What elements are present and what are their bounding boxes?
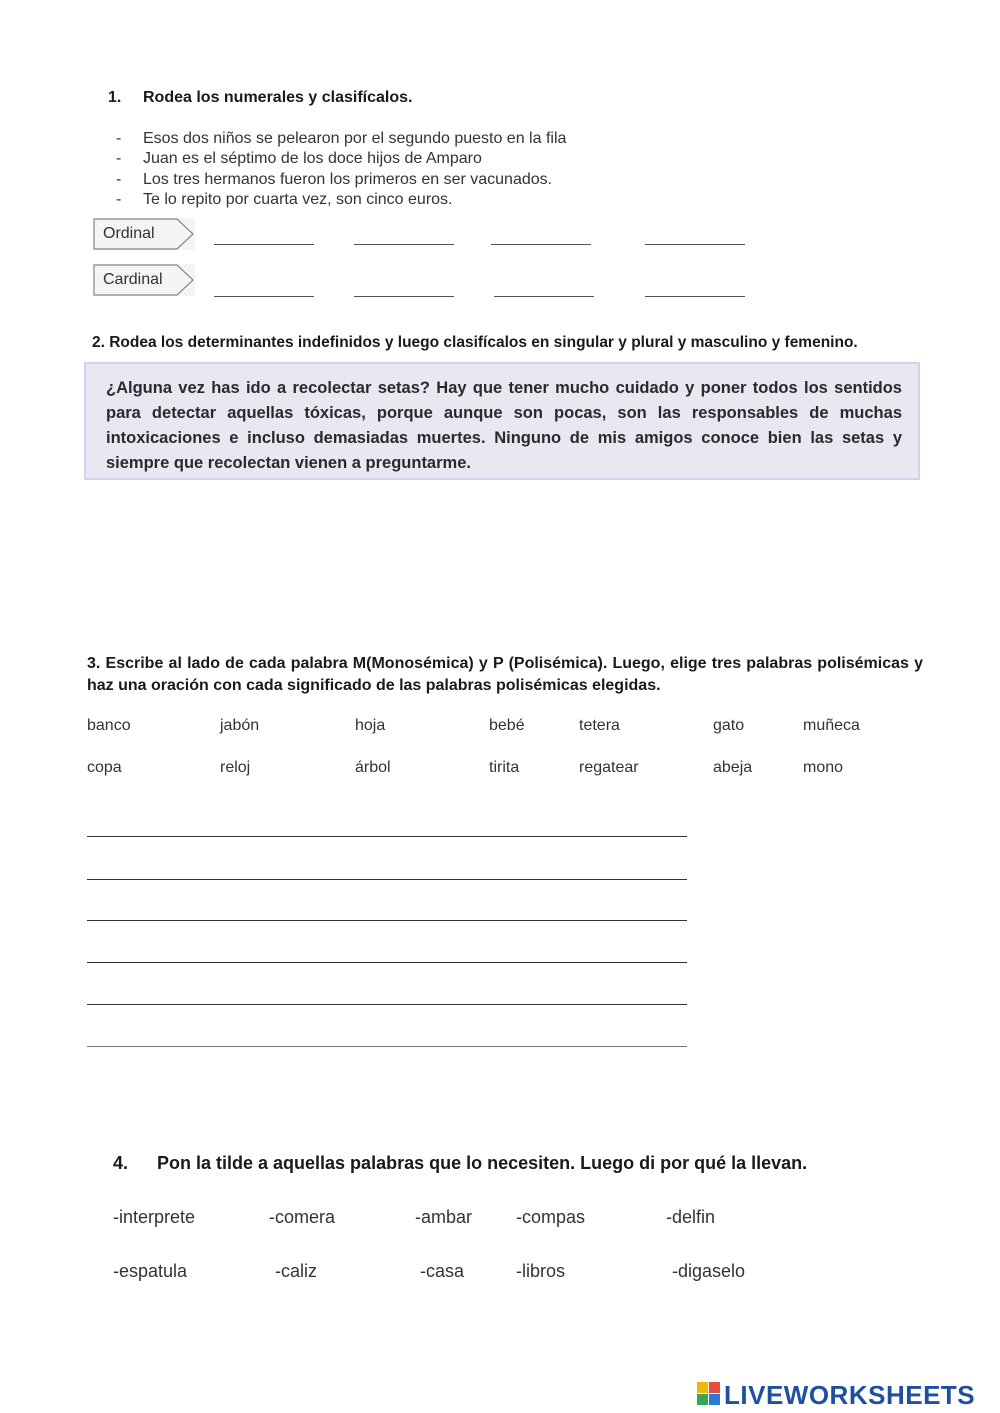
list-item: Esos dos niños se pelearon por el segundo puesto en la fila xyxy=(143,130,567,147)
word-item[interactable]: -interprete xyxy=(113,1207,196,1227)
q2-text-box xyxy=(84,362,920,480)
logo-text: LIVEWORKSHEETS xyxy=(724,1380,976,1410)
word-item[interactable]: gato xyxy=(713,717,745,734)
answer-line-6[interactable] xyxy=(87,1046,687,1047)
cardinal-tag xyxy=(93,264,195,296)
cardinal-blank-1[interactable] xyxy=(214,296,314,297)
cardinal-blank-4[interactable] xyxy=(645,296,745,297)
ordinal-blank-4[interactable] xyxy=(645,244,745,245)
list-dash: - xyxy=(116,150,122,167)
word-item[interactable]: -digaselo xyxy=(672,1261,746,1281)
word-item[interactable]: -comera xyxy=(269,1207,336,1227)
word-item[interactable]: muñeca xyxy=(803,717,860,734)
cardinal-label: Cardinal xyxy=(103,271,163,288)
word-item[interactable]: copa xyxy=(87,759,122,776)
q1-title: Rodea los numerales y clasifícalos. xyxy=(143,89,413,106)
list-dash: - xyxy=(116,191,122,208)
cardinal-blank-2[interactable] xyxy=(354,296,454,297)
ordinal-blank-1[interactable] xyxy=(214,244,314,245)
list-item: Te lo repito por cuarta vez, son cinco euros. xyxy=(143,191,453,208)
word-item[interactable]: -espatula xyxy=(113,1261,188,1281)
word-item[interactable]: regatear xyxy=(579,759,639,776)
word-item[interactable]: árbol xyxy=(355,759,391,776)
logo-squares-icon xyxy=(697,1382,721,1406)
word-item[interactable]: -casa xyxy=(420,1261,465,1281)
word-item[interactable]: -delfin xyxy=(666,1207,716,1227)
word-item[interactable]: -ambar xyxy=(415,1207,473,1227)
list-dash: - xyxy=(116,130,122,147)
q2-paragraph: ¿Alguna vez has ido a recolectar setas? Hay que tener mucho cuidado y poner todos los sentidos para detectar aquellas tóxicas, porque aunque son pocas, son las responsables de muchas intoxicaciones e incluso demasiadas muertes. Ninguno de mis amigos conoce bien las setas y siempre que recolectan vienen a preguntarme. xyxy=(106,379,902,472)
word-item[interactable]: -caliz xyxy=(275,1261,318,1281)
q4-number: 4. xyxy=(113,1153,129,1173)
answer-line-4[interactable] xyxy=(87,962,687,963)
word-item[interactable]: tetera xyxy=(579,717,620,734)
answer-line-5[interactable] xyxy=(87,1004,687,1005)
word-item[interactable]: -compas xyxy=(516,1207,586,1227)
answer-line-2[interactable] xyxy=(87,879,687,880)
word-item[interactable]: hoja xyxy=(355,717,386,734)
q4-title: Pon la tilde a aquellas palabras que lo necesiten. Luego di por qué la llevan. xyxy=(157,1153,808,1173)
word-item[interactable]: abeja xyxy=(713,759,753,776)
cardinal-blank-3[interactable] xyxy=(494,296,594,297)
list-dash: - xyxy=(116,171,122,188)
answer-line-3[interactable] xyxy=(87,920,687,921)
list-item: Los tres hermanos fueron los primeros en ser vacunados. xyxy=(143,171,553,188)
answer-line-1[interactable] xyxy=(87,836,687,837)
word-item[interactable]: reloj xyxy=(220,759,251,776)
list-item: Juan es el séptimo de los doce hijos de Amparo xyxy=(143,150,482,167)
q2-title: 2. Rodea los determinantes indefinidos y luego clasifícalos en singular y plural y masculino y femenino. xyxy=(92,334,858,351)
word-item[interactable]: mono xyxy=(803,759,844,776)
word-item[interactable]: jabón xyxy=(220,717,260,734)
ordinal-blank-3[interactable] xyxy=(491,244,591,245)
q3-title: 3. Escribe al lado de cada palabra M(Monosémica) y P (Polisémica). Luego, elige tres palabras polisémicas y haz una oración con cada significado de las palabras polisémicas elegidas. xyxy=(87,655,923,694)
ordinal-blank-2[interactable] xyxy=(354,244,454,245)
word-item[interactable]: bebé xyxy=(489,717,525,734)
q1-number: 1. xyxy=(108,89,122,106)
ordinal-label: Ordinal xyxy=(103,225,155,242)
word-item[interactable]: banco xyxy=(87,717,131,734)
word-item[interactable]: tirita xyxy=(489,759,520,776)
word-item[interactable]: -libros xyxy=(516,1261,566,1281)
ordinal-tag xyxy=(93,218,195,250)
